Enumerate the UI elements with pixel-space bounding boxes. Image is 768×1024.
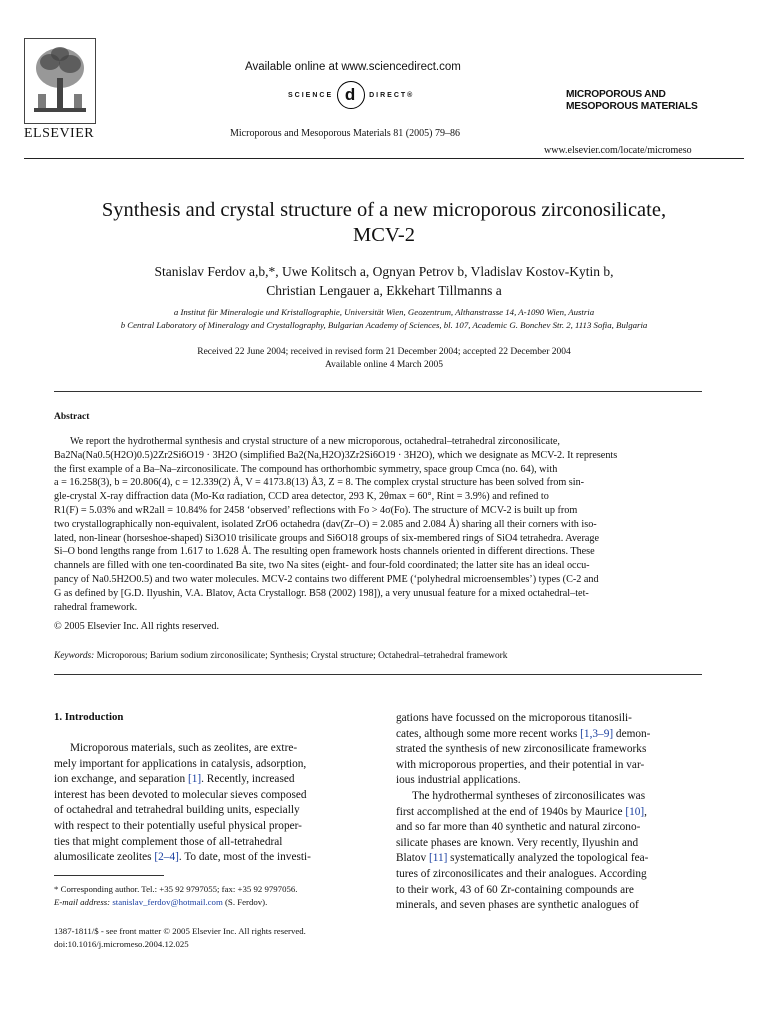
intro-right-p2-line: and so far more than 40 synthetic and natural zircono- [396,821,641,834]
intro-left-line: with respect to their potentially useful physical proper- [54,819,302,832]
affiliations [24,306,744,332]
sciencedirect-left: SCIENCE [288,91,334,99]
intro-right-p2-line: The hydrothermal syntheses of zirconosilicates was [412,789,646,802]
received-dates: Received 22 June 2004; received in revised form 21 December 2004; accepted 22 December 2004 [197,347,571,357]
citation-link[interactable]: [2–4] [154,851,179,864]
intro-right-column [396,711,706,914]
citation-link[interactable]: [10] [625,805,645,818]
intro-left-column [54,741,364,866]
email-suffix: (S. Ferdov). [225,896,268,907]
affiliation-b: b Central Laboratory of Mineralogy and Crystallography, Bulgarian Academy of Sciences, bl. 107, Academic G. Bonchev Str. 2, 1113 Sofia, Bulgaria [120,320,648,330]
intro-right-p1-line: gations have focussed on the microporous titanosili- [396,712,632,724]
issn-block [54,925,306,950]
intro-left-line: mely important for applications in catalysis, adsorption, [54,757,307,770]
doi-line: doi:10.1016/j.micromeso.2004.12.025 [54,938,189,949]
intro-right-p2-line: first accomplished at the end of 1940s by Maurice [10], [396,805,647,818]
abstract-line: two crystallographically non-equivalent, isolated ZrO6 octahedra (dav(Zr–O) = 2.085 and 2.084 Å) sharing all their corners with iso- [54,518,597,530]
citation-link[interactable]: [1] [187,773,202,786]
header-divider [24,158,744,159]
title-line1: Synthesis and crystal structure of a new microporous zirconosilicate, [101,199,667,221]
abstract-line: gle-crystal X-ray diffraction data (Mo-Kα radiation, CCD area detector, 293 K, 2θmax = 60°, Rint = 3.9%) and refined to [54,491,549,503]
intro-right-p2-line: minerals, and seven phases are synthetic analogues of [396,899,639,912]
abstract-heading: Abstract [54,412,90,422]
abstract-line: Ba2Na(Na0.5(H2O)0.5)2Zr2Si6O19 · 3H2O (simplified Ba2(Na,H2O)3Zr2Si6O19 · 3H2O), which we designate as MCV-2. It represents [54,449,618,461]
abstract-line: a = 16.258(3), b = 20.806(4), c = 12.339(2) Å, V = 4173.8(13) Å3, Z = 8. The complex crystal structure has been solved from sin- [54,477,585,489]
abstract-line: R1(F) = 5.03% and wR2all = 10.84% for 2458 ‘observed’ reflections with Fo > 4σ(Fo). The structure of MCV-2 is built up from [54,504,578,516]
keywords-line [54,651,702,661]
citation-link[interactable]: [11] [428,852,448,865]
intro-left-line: of octahedral and tetrahedral building units, especially [54,804,300,817]
abstract-line: rahedral framework. [54,601,138,613]
journal-brand [566,89,698,113]
email-line [54,896,374,909]
available-online-text: Available online at www.sciencedirect.com [245,61,461,73]
citation-link[interactable]: [1,3–9] [580,727,614,740]
abstract-line: We report the hydrothermal synthesis and crystal structure of a new microporous, octahedral–tetrahedral zirconosilicate, [70,436,560,447]
title-line2: MCV-2 [353,224,415,246]
intro-left-line: Microporous materials, such as zeolites, are extre- [70,742,298,754]
journal-url-link[interactable]: www.elsevier.com/locate/micromeso [544,145,692,156]
article-title [24,198,744,248]
abstract-line: the first example of a Ba–Na–zirconosilicate. The compound has orthorhombic symmetry, space group Cmca (no. 64), with [54,463,558,475]
abstract-top-divider [54,391,702,392]
intro-paragraph-3 [396,789,706,914]
intro-right-p1-line: with microporous properties, and their potential in var- [396,758,645,771]
intro-left-line: interest has been devoted to molecular sieves composed [54,788,307,801]
intro-right-p2-line: tures of zirconosilicates and their analogues. According [396,867,647,880]
keywords-list: Microporous; Barium sodium zirconosilicate; Synthesis; Crystal structure; Octahedral–tetrahedral framework [96,651,508,661]
affiliation-a: a Institut für Mineralogie und Kristallographie, Universität Wien, Geozentrum, Althanstrasse 14, A-1090 Wien, Austria [173,307,595,317]
available-date: Available online 4 March 2005 [324,360,443,370]
intro-right-p1-line: ious industrial applications. [396,774,521,787]
journal-brand-line1: MICROPOROUS AND [566,89,666,100]
intro-left-line: ion exchange, and separation [1]. Recently, increased [54,773,295,786]
abstract-line: lated, non-linear (horseshoe-shaped) Si3O10 trisilicate groups and Si6O18 groups of six-membered rings of SiO4 tetrahedra. Average [54,532,599,544]
author-list [24,262,744,300]
issn-line: 1387-1811/$ - see front matter © 2005 Elsevier Inc. All rights reserved. [54,926,306,936]
section-heading-introduction: 1. Introduction [54,711,124,723]
abstract-line: channels are filled with one ten-coordinated Ba site, two Na sites (eight- and four-fold coordinated; the latter site has an ideal occu- [54,560,590,572]
intro-left-line: ties that might complement those of all-tetrahedral [54,835,283,848]
sciencedirect-d-icon: d [337,81,365,109]
sciencedirect-right: DIRECT® [369,91,415,99]
corresponding-author-note: * Corresponding author. Tel.: +35 92 9797055; fax: +35 92 9797056. [54,884,298,894]
abstract-line: pancy of Na0.5H2O0.5) and two water molecules. MCV-2 contains two different PME (‘polyhedral microensembles’) types (C-2 and [54,573,599,585]
journal-citation: Microporous and Mesoporous Materials 81 (2005) 79–86 [230,128,460,139]
keywords-label: Keywords: [54,651,95,661]
article-dates [24,346,744,372]
intro-paragraph-2 [396,711,706,789]
abstract-body [54,435,702,614]
elsevier-tree-logo-icon [24,38,96,124]
journal-brand-line2: MESOPOROUS MATERIALS [566,101,698,112]
intro-right-p2-line: Blatov [11] systematically analyzed the topological fea- [396,852,649,865]
abstract-line: Si–O bond lengths range from 1.617 to 1.628 Å. The resulting open framework hosts channels oriented in different directions. These [54,546,595,558]
footnote-divider [54,875,164,876]
publisher-name: ELSEVIER [24,126,95,141]
sciencedirect-logo [288,80,414,110]
intro-right-p2-line: silicate phases are known. Very recently, Ilyushin and [396,836,639,849]
authors-line2: Christian Lengauer a, Ekkehart Tillmanns a [266,283,502,298]
intro-left-line: alumosilicate zeolites [2–4]. To date, most of the investi- [54,851,311,864]
email-link[interactable]: stanislav_ferdov@hotmail.com [112,896,223,907]
abstract-line: G as defined by [G.D. Ilyushin, V.A. Blatov, Acta Crystallogr. B58 (2002) 198]), a very unusual feature for a mixed octahedral–tet- [54,587,589,599]
intro-right-p2-line: to their work, 43 of 60 Zr-containing compounds are [396,883,634,896]
authors-line1: Stanislav Ferdov a,b,*, Uwe Kolitsch a, Ognyan Petrov b, Vladislav Kostov-Kytin b, [154,264,614,279]
footnote-corresponding [54,883,374,908]
keywords-divider [54,674,702,675]
intro-right-p1-line: cates, although some more recent works [1,3–9] demon- [396,727,651,740]
abstract-copyright: © 2005 Elsevier Inc. All rights reserved. [54,621,220,632]
intro-right-p1-line: strated the synthesis of new zirconosilicate frameworks [396,743,647,756]
email-label: E-mail address: [54,896,111,907]
